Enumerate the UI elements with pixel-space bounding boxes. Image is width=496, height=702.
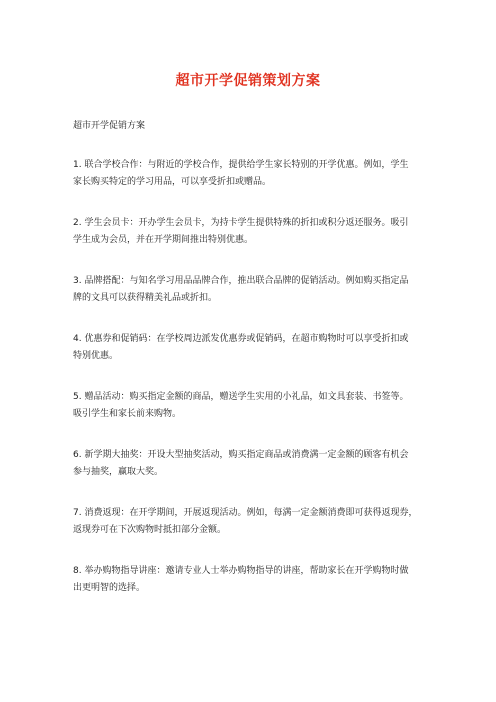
list-item <box>73 389 425 423</box>
item-line: 5. 赠品活动：购买指定金额的商品，赠送学生实用的小礼品，如文具套装、书签等。 <box>73 392 409 402</box>
item-line: 家长购买特定的学习用品，可以享受折扣或赠品。 <box>73 177 272 187</box>
item-line: 学生成为会员，并在开学期间推出特别优惠。 <box>73 235 254 245</box>
item-line: 3. 品牌搭配：与知名学习用品品牌合作，推出联合品牌的促销活动。例如购买指定品 <box>73 276 409 286</box>
item-line: 7. 消费返现：在开学期间，开展返现活动。例如，每满一定金额消费即可获得返现券， <box>73 508 418 518</box>
document-subtitle: 超市开学促销方案 <box>73 121 146 131</box>
item-line: 参与抽奖，赢取大奖。 <box>73 467 164 477</box>
item-line: 2. 学生会员卡：开办学生会员卡，为持卡学生提供特殊的折扣或积分返还服务。吸引 <box>73 218 409 228</box>
item-line: 吸引学生和家长前来购物。 <box>73 409 182 419</box>
list-item <box>73 447 425 481</box>
list-item <box>73 215 425 249</box>
item-line: 1. 联合学校合作：与附近的学校合作，提供给学生家长特别的开学优惠。例如，学生 <box>73 160 409 170</box>
item-line: 返现券可在下次购物时抵扣部分金额。 <box>73 525 227 535</box>
item-line: 4. 优惠券和促销码：在学校周边派发优惠券或促销码，在超市购物时可以享受折扣或 <box>73 334 409 344</box>
item-line: 8. 举办购物指导讲座：邀请专业人士举办购物指导的讲座，帮助家长在开学购物时做 <box>73 566 409 576</box>
item-line: 特别优惠。 <box>73 351 119 361</box>
item-line: 牌的文具可以获得精美礼品或折扣。 <box>73 293 218 303</box>
item-line: 6. 新学期大抽奖：开设大型抽奖活动，购买指定商品或消费满一定金额的顾客有机会 <box>73 450 409 460</box>
list-item <box>73 273 425 307</box>
list-item <box>73 505 425 539</box>
list-item <box>73 331 425 365</box>
list-item <box>73 157 425 191</box>
list-item <box>73 563 425 597</box>
item-line: 出更明智的选择。 <box>73 583 146 593</box>
document-title: 超市开学促销策划方案 <box>175 73 321 89</box>
